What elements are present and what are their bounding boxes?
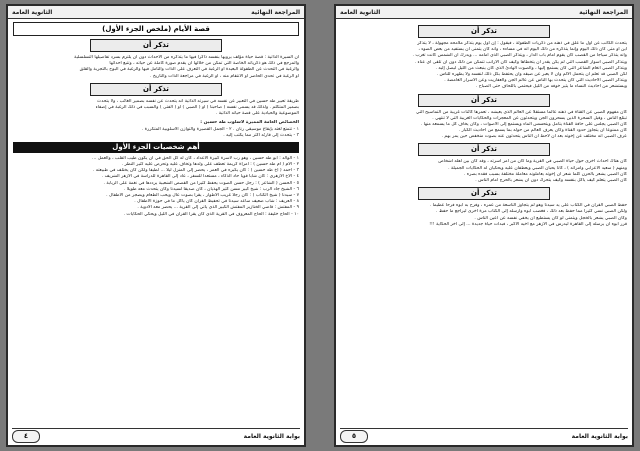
section-body [13,55,299,80]
text-line: وكان الصبي يشعر بالخجل ويتمنى لو كان يستطيع أن يخفي نفسه عن أعين الناس . [474,215,627,221]
page-left [6,4,306,447]
section-heading-dark: أهم شخصيات الجزء الأول [13,142,299,153]
text-line: وأنه يتذكر سياجا من القصب كان يقوم أمام باب الدار ، ويتذكر الصبي الذي أمامه ... ويدرك أن الشمس كانت تغرب . [412,53,627,59]
text-line: كان هناك أحداث أخرى حول حياة الصبي في القرية وما كان من أمر أسرته ، وقد كان بين أهله أشخاص [438,159,627,165]
text-line: كان الصبي يجلس على حافة القناة يتأمل ويتحسس الماء ويستمع إلى الأصوات ، وكان يخاف كل ما يسمعه منها . [420,121,627,127]
text-line: طريقة تعبير طه حسين في التعبير عن نفسه في سيرته الذاتية أنه يتحدث عن نفسه بضمير الغائب ، ولا يتحدث [97,98,299,104]
section-heading: تذكر أن [418,94,550,107]
section-body [13,156,299,218]
text-line: بضمير المتكلم . ولذلك قد يسمى نفسه ( صاحبنا ) أو ( الصبي ) أو ( الفتى ) والسبب في ذلك الرغبة في إضفاء [95,104,299,110]
text-line: عرف الصبي أنه مختلف عن إخوته بعد أن لاحظ أن الناس يتحدثون عنه بصوت منخفض حين يمر بهم . [441,134,627,140]
list-item: ٩ - المفتش : قاضي الخنازير المفتش الكبير الذي يأتي إلى القرية ... يحضر معه الأدوية . [137,205,299,211]
page-footer [12,428,300,443]
header-title-right: المراجعة النهائية [251,8,300,16]
text-line: كان ممنوعا أن يتجاوز حدود القناة وكان يعرف العالم من حوله بما يسمع من أحاديث الكبار . [458,128,627,134]
section-heading: تذكر أن [418,143,550,156]
section-body [341,41,627,91]
list-item: ٤ - الأخ الأزهري : كان شابا قويا حاد الذكاء ، مستعدا للسفر ، عاد إلى القاهرة للدراسة في الأزهر الشريف . [101,174,299,180]
page-header [8,6,304,19]
text-line: لكن الصبي قد تعلم أن يتحمل الألم وأن لا يعبر عن ضيقه وأن يحتفظ بكل ذلك لنفسه ولا يظهره للناس . [436,71,627,77]
footer-label: بوابة الثانوية العامة [571,432,628,440]
text-line: الموضوعية والحيادية على قصة حياته الذاتية . [215,111,299,117]
page-right [334,4,634,447]
section-body [13,120,299,139]
list-item: ١ - الوالد : أبو طه حسين ، وهو رب لأسرة كبيرة الأعداد ، كان له كل الحق في أن يكون طيب القلب ، والعمل ... [92,155,299,161]
text-line: كان الصبي يشعر بالحزن كلما شعر أن إخوته يعاملونه معاملة مختلفة بسبب فقده بصره . [463,171,627,177]
text-line: ويتذكر الصبي أنغام الشاعر التي كان يستمع إليها ، والصوت الهادئ الذي كان ينبعث من الليل ليصل إليه . [435,65,627,71]
section-body [341,110,627,141]
section-body [13,99,299,118]
page-header [336,6,632,19]
text-line: ويستشعر من أحاديث النساء ما يثير خوفه من الليل فيحتمي باللحاف حتى الصباح . [475,84,627,90]
list-item: ٨ - العريف : شاب ضعيف ساعد سيدنا في تحفيظ القرآن كان يأكل ما في حوزة الأطفال . [134,199,299,205]
text-line: ومنهم ( سعيد الأعرابي وامرأته ) ، كانا يحبان الصبي ويعطفان عليه ويحكيان له الحكايات الجميلة . [448,165,627,171]
page-footer [340,428,628,443]
page-number: ٤ [12,430,40,443]
page-number: ٥ [340,430,368,443]
section-heading: تذكر أن [418,187,550,200]
text-line: أن السيرة الذاتية : قصة حياة مؤلف يرويها بنفسه ذاكرا فيها ما يتذكره من الأحداث دون أن يلتزم بسرد تفاصيلها التسلسلية [74,55,299,60]
document-title: قصة الأيام (ملخص الجزء الأول) [13,22,299,36]
text-line: قرر أبوه أن يرسله إلى القاهرة ليدرس في الأزهر مع أخيه الأكبر ، فبدأت حياة جديدة ... إلى آخر الحكاية !!! [429,221,627,227]
text-line: والمرجع في ذلك هو ذكرياته الخاصة التي تمكن من خلالها أن يقدم صورة كاملة عن حياته ، وتتبع أحداثها [109,61,299,67]
list-item: ٥ - الحسن ( الشاعر ) : رجل حسن الصوت يحفظ كثيرا من القصص الشعبية يرددها في نغمة على الربابة . [103,180,299,186]
header-title-left: الثانوية العامة [340,8,381,16]
section-heading: تذكر أن [90,39,222,52]
text-line: حفظ الصبي القرآن في الكتاب على يد سيدنا وهو لم يتجاوز التاسعة من عمره ، وفرح به أبوه فرحا عظيما . [429,203,627,209]
text-line: كان مفهوم الصبي عن القناة في ذهنه عالما مستقلا عن العالم الذي يعيشه ، تعمرها كائنات غريبة من التماسيح التي [416,109,627,115]
text-line: ١ - تتمتع لغته بإيقاع موسيقي رنان . ٢ - الجمل القصيرة والتوازن الأسلوبية المتكررة . [141,126,299,132]
page-content [336,19,632,228]
text-line: ٣ - يتحدث إلى قارئه أكثر مما يكتب إليه . [223,132,299,138]
list-item: ٢ - الأم ( أم طه حسين ) : امرأة كريمة تعطف على ولدها وتخاف عليه وتحرص عليه كثير النظر . [121,162,299,168]
footer-label: بوابة الثانوية العامة [243,432,300,440]
header-title-right: المراجعة النهائية [579,8,628,16]
text-line: تبتلع الناس ، وقيل السحرة الذين يسحرون الجن ويتحدثون عن المعجزات والحكايات الغريبة التي لا تنتهي . [432,115,627,121]
page-content [8,19,304,218]
list-item: ٧ - سيدنا ( شيخ الكتاب ) : كان رجلا غريب الأطوار ، يقرأ بصوت عال ويحب الطعام ويضجر من الأطفال . [106,193,299,198]
text-line: يتحدث الكاتب عن أول ما علق في ذهنه من ذكريات الطفولة ، فيقول : إن أول يوم يتذكر ملامحه مجهولة ، لا يتذكر [417,41,627,46]
list-item: ٦ - الشيخ جاد الرب : شيخ كبير مسن كثير الهذيان ، كان صديقا لسيدنا وكان يتحدث معه طويلا . [123,186,299,192]
section-body [341,159,627,184]
section-body [341,203,627,228]
text-line: والرغبة في التحدث عن الطفولة البعيدة أو الرغبة في التعرف على الذات والتأمل فيها والرغبة في البوح بالتجربة والقلق [79,67,299,73]
section-heading: تذكر أن [418,25,550,38]
section-heading: تذكر أن [90,83,222,96]
text-line: ويتذكر الصبي الأحاديث التي كان يتحدث بها الناس عن عالم الجن والعفاريت وعن الأسرار الغامضة . [444,78,627,84]
list-item: ٣ - أحمد ( أخ طه حسين ) : كان يكبره في العمر ، يحضر إلى المنزل ليلا ... لطيفا ولكن كان يختلف في طبيعته . [92,168,299,174]
text-line: ولكن الصبي نسي كثيرا مما حفظ بعد ذلك ، فغضب أبوه وأرسله إلى الكتاب مرة أخرى ليراجع ما حفظ . [435,209,627,215]
text-line: ويتذكر الصبي أسوار القصب التي لم يكن يقدر أن يتخطاها وكيف كان الأرانب تتمكن من ذلك دون أن تلقى أي عناء . [414,59,627,65]
text-line: أين أو متى كان ذلك اليوم وإنما يتذكره من ذلك اليوم أنه في مساءه ، وأنه كان يتمنى أن يستفيد من بعض الضوء ، [418,47,627,53]
text-line: أو الرغبة في تحدي الحاضر أو الانتقام منه ، أو الرغبة في مراجعة الذات والتاريخ . [150,73,299,79]
text-line: كان الصبي يتعلم كيف يأكل بنفسه وكيف يتحرك دون أن يشعر بالحرج أمام الناس . [475,178,627,183]
list-item: ١٠ - الحاج خليفة : الحاج المعروف في القرية الذي كان يقرأ القرآن في الليل ويحكي الحكايات . [123,211,299,217]
subheading: الخصائص العامة المميزة لأسلوب طه حسين : [200,120,299,126]
header-title-left: الثانوية العامة [12,8,53,16]
